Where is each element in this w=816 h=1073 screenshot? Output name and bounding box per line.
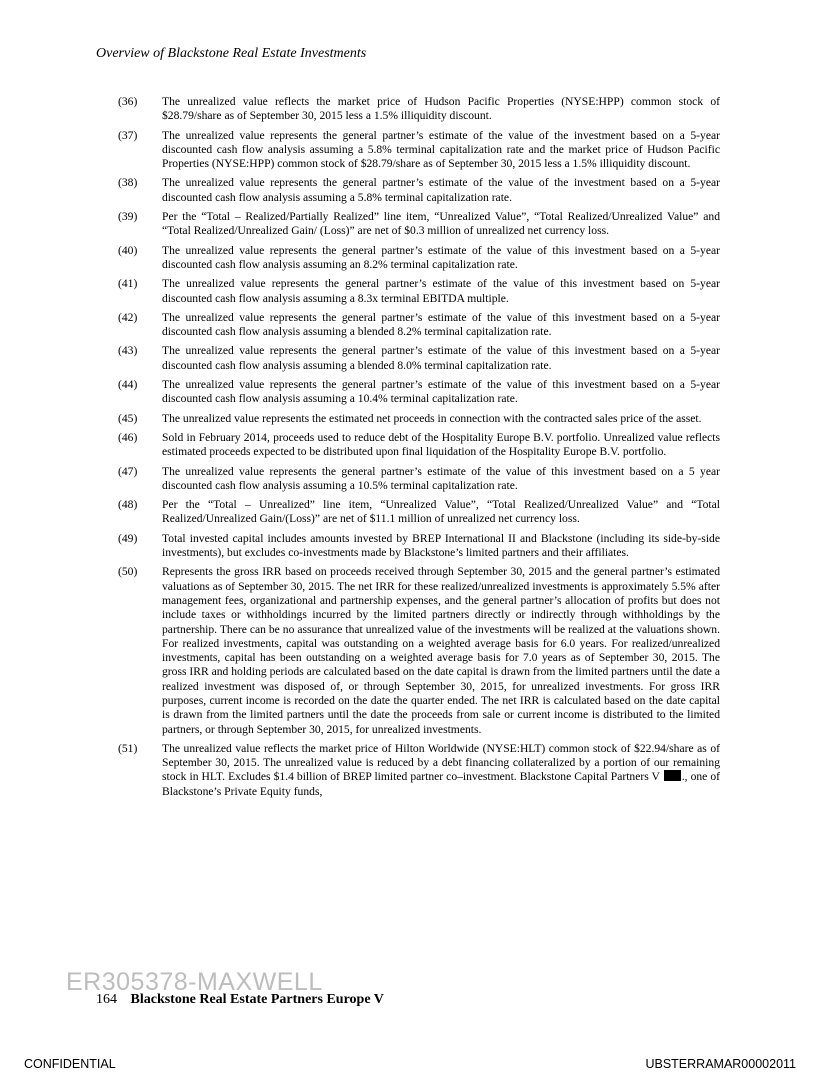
running-header: Overview of Blackstone Real Estate Investments: [96, 46, 367, 61]
footnote-text: The unrealized value represents the general partner’s estimate of the value of the investment based on a 5-year discounted cash flow analysis assuming a 5.8% terminal capitalization rate.: [162, 176, 720, 204]
footnote-text: The unrealized value represents the general partner’s estimate of the value of this investment based on 5-year discounted cash flow analysis assuming a 8.3x terminal EBITDA multiple.: [162, 277, 720, 305]
page-number: 164: [96, 992, 117, 1007]
footnote-40: [118, 244, 720, 273]
footnote-number: (44): [118, 378, 138, 392]
footnote-text: The unrealized value represents the general partner’s estimate of the value of this investment based on a 5-year discounted cash flow analysis assuming a 10.4% terminal capitalization rate.: [162, 378, 720, 406]
footnote-number: (45): [118, 411, 138, 425]
footnote-number: (42): [118, 310, 138, 324]
footnote-number: (40): [118, 243, 138, 257]
footnote-41: [118, 277, 720, 306]
footnote-number: (46): [118, 430, 138, 444]
footnote-text: The unrealized value represents the general partner’s estimate of the value of the investment based on a 5-year discounted cash flow analysis assuming a 5.8% terminal capitalization rate and the market price of Hudson Pacific Properties (NYSE:HPP) common stock of $28.79/share as of September 30, 2015 less a 1.5% illiquidity discount.: [162, 128, 720, 171]
footnote-45: [118, 412, 720, 426]
footnotes-list: [118, 95, 720, 804]
footnote-38: [118, 176, 720, 205]
footnote-51: [118, 742, 720, 799]
redaction-box: [664, 770, 681, 781]
footnote-text-part: The unrealized value reflects the market price of Hilton Worldwide (NYSE:HLT) common stock of $22.94/share as of September 30, 2015. The unrealized value is reduced by a debt financing collateralized by a portion of our remaining stock in HLT. Excludes $1.4 billion of BREP limited partner co–investment. Blackstone Capital Partners V: [162, 741, 720, 784]
footnote-50: [118, 565, 720, 737]
footnote-number: (37): [118, 128, 138, 142]
footnote-number: (38): [118, 176, 138, 190]
footnote-number: (49): [118, 531, 138, 545]
footnote-text: Per the “Total – Realized/Partially Realized” line item, “Unrealized Value”, “Total Realized/Unrealized Value” and “Total Realized/Unrealized Gain/ (Loss)” are net of $0.3 million of unrealized net currency loss.: [162, 210, 720, 238]
footnote-46: [118, 431, 720, 460]
bates-number: UBSTERRAMAR00002011: [645, 1057, 796, 1071]
footnote-42: [118, 311, 720, 340]
footnote-number: (41): [118, 277, 138, 291]
footnote-text: Sold in February 2014, proceeds used to reduce debt of the Hospitality Europe B.V. portfolio. Unrealized value reflects estimated proceeds expected to be distributed upon final liquidation of the Hospitality Europe B.V. portfolio.: [162, 430, 720, 459]
footnote-text: Total invested capital includes amounts invested by BREP International II and Blackstone (including its side-by-side investments), but excludes co-investments made by Blackstone’s limited partners and their affiliates.: [162, 531, 720, 560]
footnote-text: The unrealized value represents the general partner’s estimate of the value of this investment based on a 5-year discounted cash flow analysis assuming a blended 8.0% terminal capitalization rate.: [162, 344, 720, 372]
footnote-number: (36): [118, 95, 138, 108]
footer-title: Blackstone Real Estate Partners Europe V: [130, 992, 384, 1007]
page-footer: [96, 992, 384, 1008]
footnote-47: [118, 465, 720, 494]
footnote-text: The unrealized value represents the general partner’s estimate of the value of this investment based on a 5 year discounted cash flow analysis assuming a 10.5% terminal capitalization rate.: [162, 464, 720, 492]
footnote-number: (48): [118, 498, 138, 512]
footnote-48: [118, 498, 720, 527]
footnote-49: [118, 532, 720, 561]
footnote-text-part: ., one of Blackstone’s Private Equity funds,: [162, 770, 720, 798]
footnote-text: The unrealized value represents the general partner’s estimate of the value of this investment based on a 5-year discounted cash flow analysis assuming an 8.2% terminal capitalization rate.: [162, 243, 720, 271]
bates-watermark: ER305378-MAXWELL: [66, 968, 323, 996]
footnote-text: The unrealized value represents the estimated net proceeds in connection with the contracted sales price of the asset.: [162, 411, 702, 425]
footnote-text: [162, 742, 720, 799]
footnote-number: (39): [118, 210, 138, 224]
footnote-37: [118, 129, 720, 172]
confidential-label: CONFIDENTIAL: [24, 1057, 116, 1071]
footnote-number: (47): [118, 464, 138, 478]
footnote-text: The unrealized value represents the general partner’s estimate of the value of this investment based on a 5-year discounted cash flow analysis assuming a blended 8.2% terminal capitalization rate.: [162, 310, 720, 339]
footnote-39: [118, 210, 720, 239]
footnote-43: [118, 344, 720, 373]
footnote-number: (51): [118, 741, 138, 755]
footnote-number: (43): [118, 344, 138, 358]
footnote-text: Represents the gross IRR based on proceeds received through September 30, 2015 and the general partner’s estimated valuations as of September 30, 2015. The net IRR for these realized/unrealized investments is approximately 5.5% after management fees, organizational and partnership expenses, and the general partner’s allocation of profits but does not include taxes or withholdings incurred by the limited partners directly or indirectly through withholdings by the partnership. There can be no assurance that unrealized value of the investments will be realized at the valuations shown. For realized investments, capital was outstanding on a weighted average basis for 6.0 years. For realized/unrealized investments, capital has been outstanding on a weighted average basis for 7.0 years as of September 30, 2015. The gross IRR and holding periods are calculated based on the date capital is drawn from the limited partners until the date a realized investment was disposed of, or through September 30, 2015, for unrealized investments. For gross IRR purposes, current income is recorded on the date the quarter ended. The net IRR is calculated based on the date capital is drawn from the limited partners until the date the proceeds from sale or current income is distributed to the limited partners, or through September 30, 2015, for unrealized investments.: [162, 565, 720, 736]
footnote-44: [118, 378, 720, 407]
footnote-number: (50): [118, 565, 138, 579]
footnote-text: Per the “Total – Unrealized” line item, “Unrealized Value”, “Total Realized/Unrealized Value” and “Total Realized/Unrealized Gain/(Loss)” are net of $11.1 million of unrealized net currency loss.: [162, 498, 720, 526]
footnote-36: [118, 95, 720, 124]
footnote-text: The unrealized value reflects the market price of Hudson Pacific Properties (NYSE:HPP) common stock of $28.79/share as of September 30, 2015 less a 1.5% illiquidity discount.: [162, 95, 720, 123]
